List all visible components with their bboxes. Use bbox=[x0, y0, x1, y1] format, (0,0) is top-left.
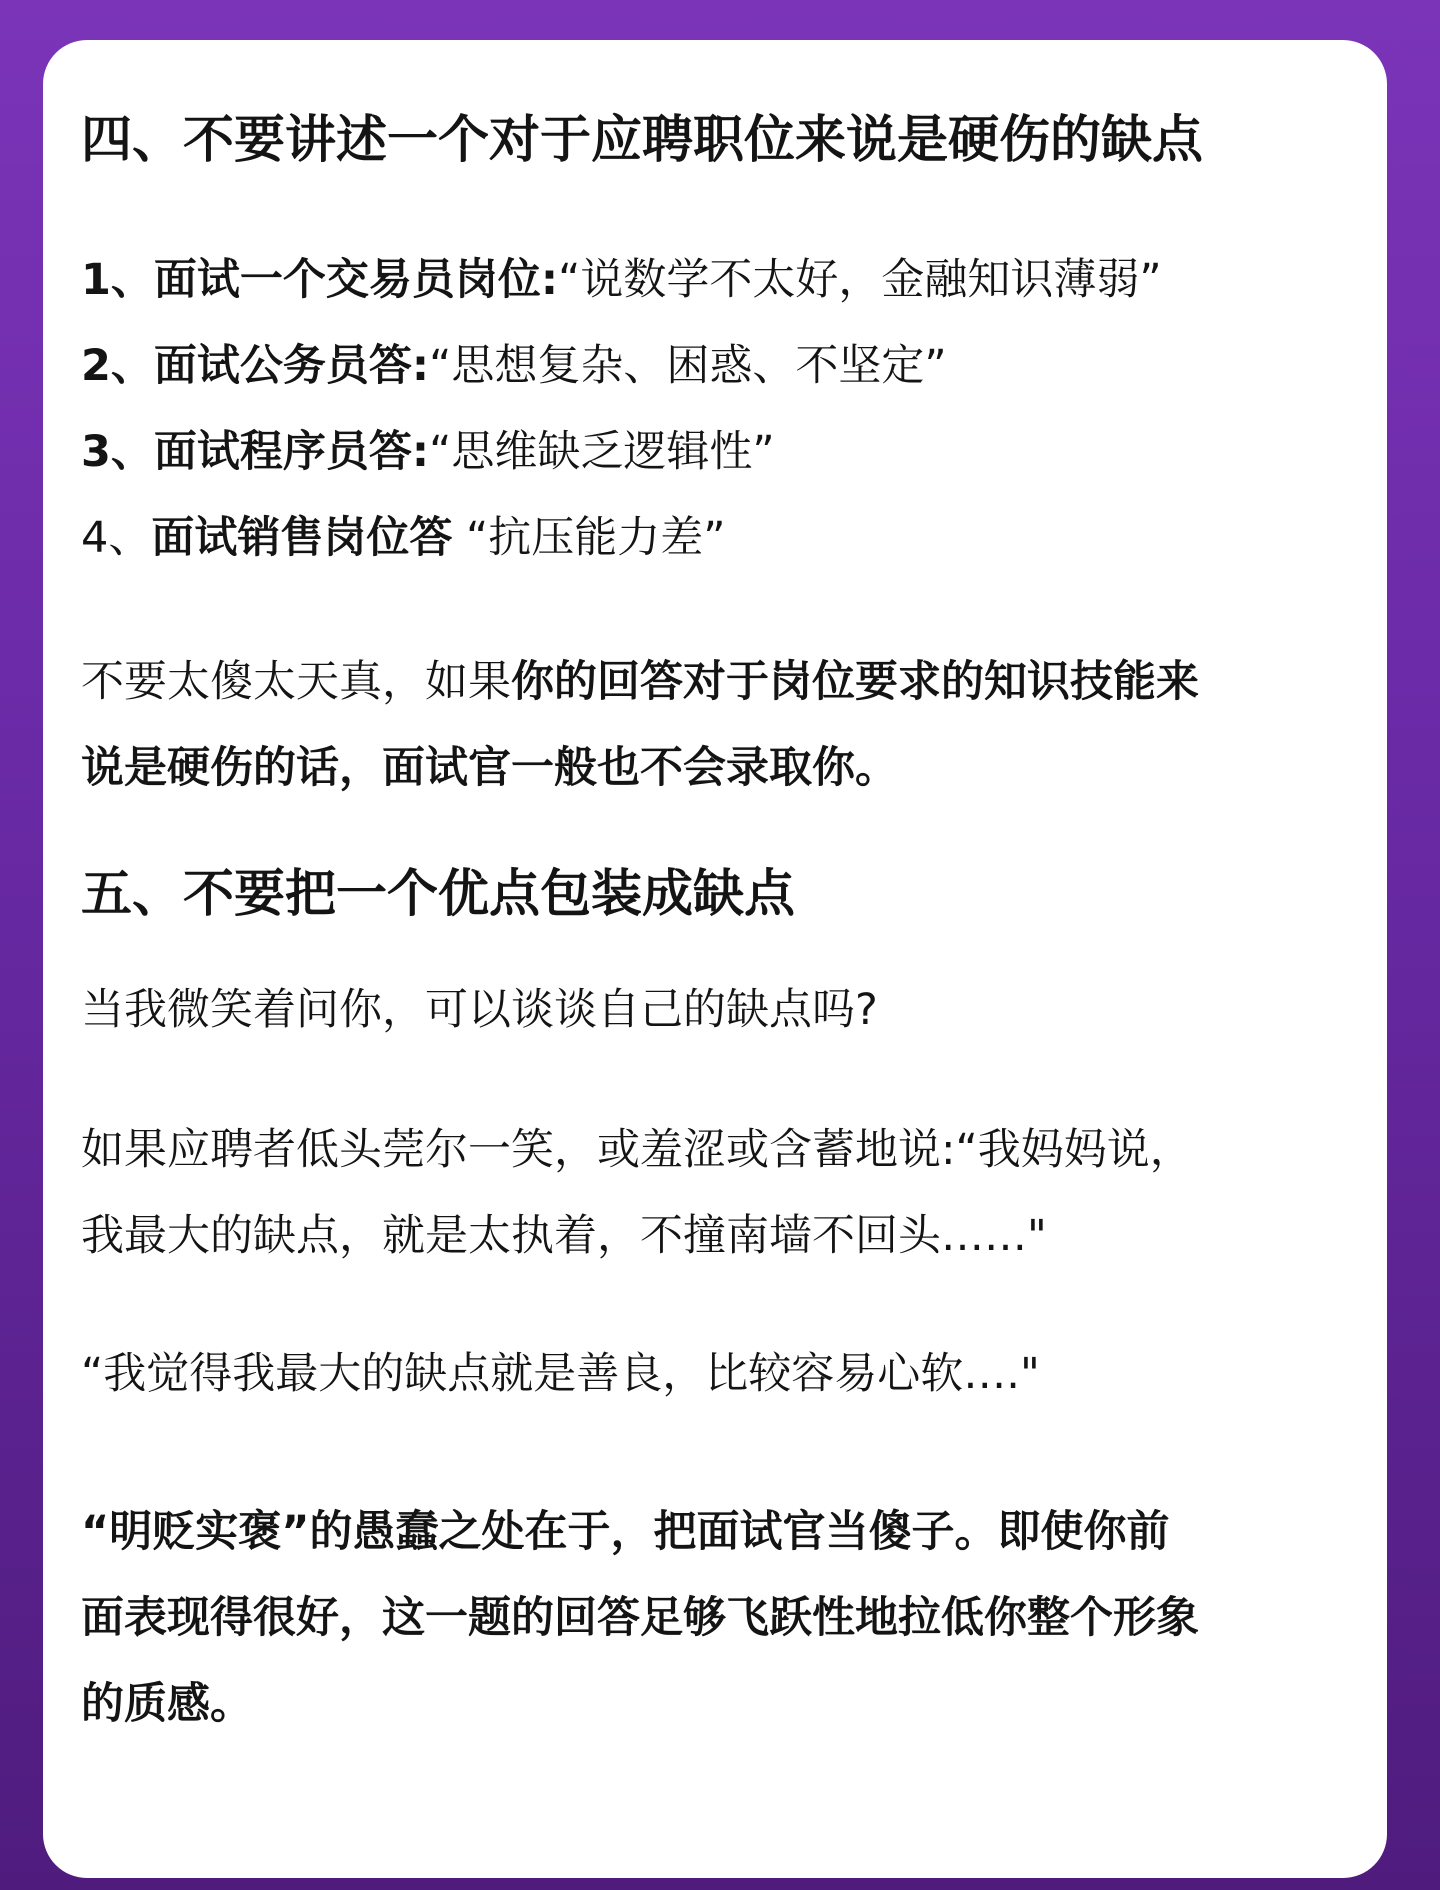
item-lead: 1、面试一个交易员岗位: bbox=[81, 255, 559, 305]
item-number: 4、 bbox=[81, 513, 152, 563]
item-lead: 3、面试程序员答: bbox=[81, 427, 430, 477]
list-item bbox=[81, 324, 947, 408]
conclusion-line2: 面表现得很好，这一题的回答足够飞跃性地拉低你整个形象 bbox=[81, 1593, 1199, 1643]
item-quote: “说数学不太好，金融知识薄弱” bbox=[558, 255, 1162, 305]
content-card bbox=[43, 40, 1387, 1878]
item-quote: “思想复杂、困惑、不坚定” bbox=[429, 341, 947, 391]
section4-heading: 四、不要讲述一个对于应聘职位来说是硬伤的缺点 bbox=[81, 111, 1204, 170]
example1-line2: 我最大的缺点，就是太执着，不撞南墙不回头……" bbox=[81, 1211, 1047, 1261]
item-quote: “抗压能力差” bbox=[452, 513, 726, 563]
conclusion-line1: “明贬实褒”的愚蠢之处在于，把面试官当傻子。即使你前 bbox=[81, 1507, 1170, 1557]
section5-heading: 五、不要把一个优点包装成缺点 bbox=[81, 865, 796, 924]
example1-line1: 如果应聘者低头莞尔一笑，或羞涩或含蓄地说:“我妈妈说， bbox=[81, 1125, 1193, 1175]
section4-note-line1 bbox=[81, 640, 1199, 724]
section4-note-line2: 说是硬伤的话，面试官一般也不会录取你。 bbox=[81, 743, 898, 793]
conclusion-line3: 的质感。 bbox=[81, 1679, 253, 1729]
item-lead: 面试销售岗位答 bbox=[151, 513, 453, 563]
note-plain: 不要太傻太天真，如果 bbox=[81, 657, 511, 707]
item-lead: 2、面试公务员答: bbox=[81, 341, 430, 391]
item-quote: “思维缺乏逻辑性” bbox=[429, 427, 775, 477]
list-item bbox=[81, 410, 775, 494]
list-item bbox=[81, 238, 1162, 322]
section5-question: 当我微笑着问你，可以谈谈自己的缺点吗? bbox=[81, 985, 878, 1035]
note-bold: 你的回答对于岗位要求的知识技能来 bbox=[511, 657, 1199, 707]
list-item bbox=[81, 496, 726, 580]
example2: “我觉得我最大的缺点就是善良，比较容易心软…." bbox=[81, 1349, 1040, 1399]
